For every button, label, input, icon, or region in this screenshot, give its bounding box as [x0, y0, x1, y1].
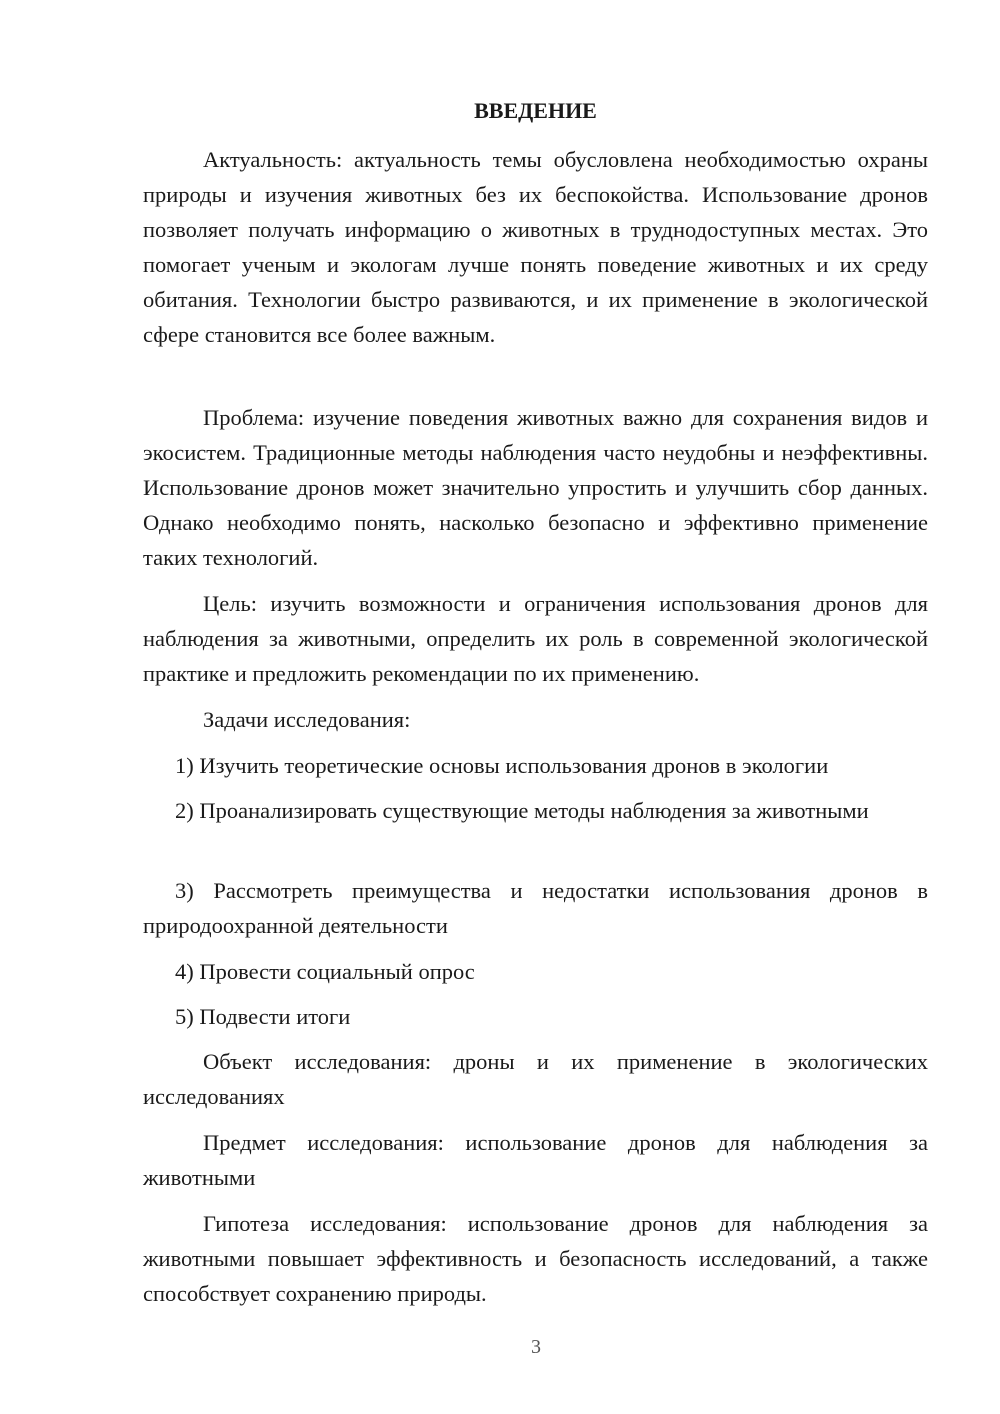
- tasks-heading: Задачи исследования:: [203, 707, 411, 732]
- page-title: ВВЕДЕНИЕ: [474, 98, 597, 123]
- task-item: 2) Проанализировать существующие методы наблюдения за животными: [175, 798, 869, 823]
- relevance-paragraph: Актуальность: актуальность темы обусловлена необходимостью охраны природы и изучения животных без их беспокойства. Использование дронов позволяет получать информацию о животных в труднодоступных местах. Это помогает ученым и экологам лучше понять поведение животных и их среду обитания. Технологии быстро развиваются, и их применение в экологической сфере становится все более важным.: [143, 147, 928, 347]
- task-item: 5) Подвести итоги: [175, 1004, 351, 1029]
- problem-paragraph: Проблема: изучение поведения животных важно для сохранения видов и экосистем. Традиционные методы наблюдения часто неудобны и неэффективны. Использование дронов может значительно упростить и улучшить сбор данных. Однако необходимо понять, насколько безопасно и эффективно применение таких технологий.: [143, 405, 928, 570]
- goal-paragraph: Цель: изучить возможности и ограничения использования дронов для наблюдения за животными, определить их роль в современной экологической практике и предложить рекомендации по их применению.: [143, 591, 928, 686]
- page-number: 3: [531, 1336, 541, 1358]
- object-paragraph: Объект исследования: дроны и их применение в экологических исследованиях: [143, 1049, 928, 1109]
- task-item: 1) Изучить теоретические основы использования дронов в экологии: [175, 753, 829, 778]
- subject-paragraph: Предмет исследования: использование дронов для наблюдения за животными: [143, 1130, 928, 1190]
- task-item: 3) Рассмотреть преимущества и недостатки использования дронов в природоохранной деятельности: [143, 878, 928, 938]
- hypothesis-paragraph: Гипотеза исследования: использование дронов для наблюдения за животными повышает эффективность и безопасность исследований, а также способствует сохранению природы.: [143, 1211, 928, 1306]
- task-item: 4) Провести социальный опрос: [175, 959, 475, 984]
